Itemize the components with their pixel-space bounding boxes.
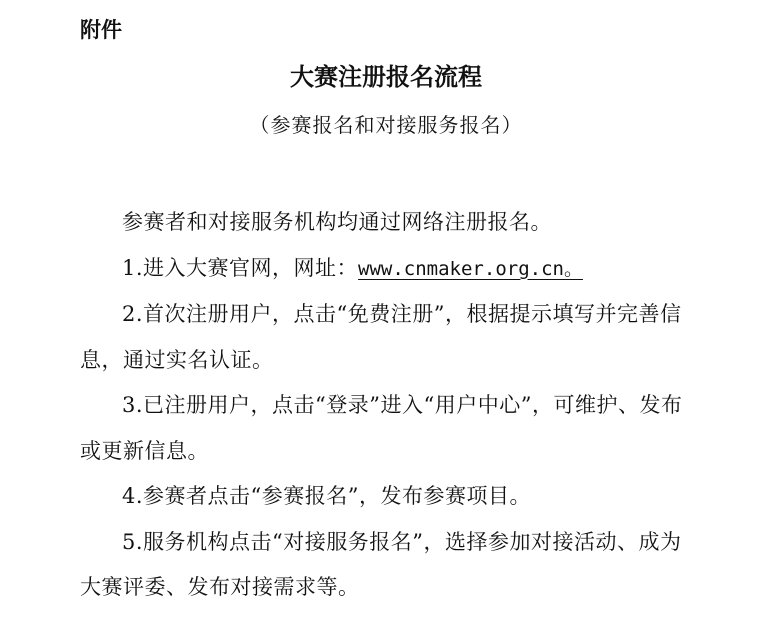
step-2-paragraph: 2.首次注册用户，点击“免费注册”，根据提示填写并完善信息，通过实名认证。 — [80, 302, 682, 372]
step-3-paragraph: 3.已注册用户，点击“登录”进入“用户中心”，可维护、发布或更新信息。 — [80, 393, 683, 463]
step-1-paragraph — [80, 246, 700, 293]
attachment-label: 附件 — [80, 18, 122, 42]
step-1-text: 1.进入大赛官网，网址： — [122, 255, 359, 280]
document-subtitle: （参赛报名和对接服务报名） — [249, 113, 523, 137]
step-4-paragraph: 4.参赛者点击“参赛报名”，发布参赛项目。 — [122, 484, 532, 508]
document-body — [80, 200, 700, 611]
step-5-paragraph: 5.服务机构点击“对接服务报名”，选择参加对接活动、成为大赛评委、发布对接需求等。 — [80, 529, 682, 599]
intro-paragraph: 参赛者和对接服务机构均通过网络注册报名。 — [122, 210, 552, 234]
document-title: 大赛注册报名流程 — [290, 63, 482, 91]
website-link[interactable]: www.cnmaker.org.cn。 — [358, 257, 583, 280]
